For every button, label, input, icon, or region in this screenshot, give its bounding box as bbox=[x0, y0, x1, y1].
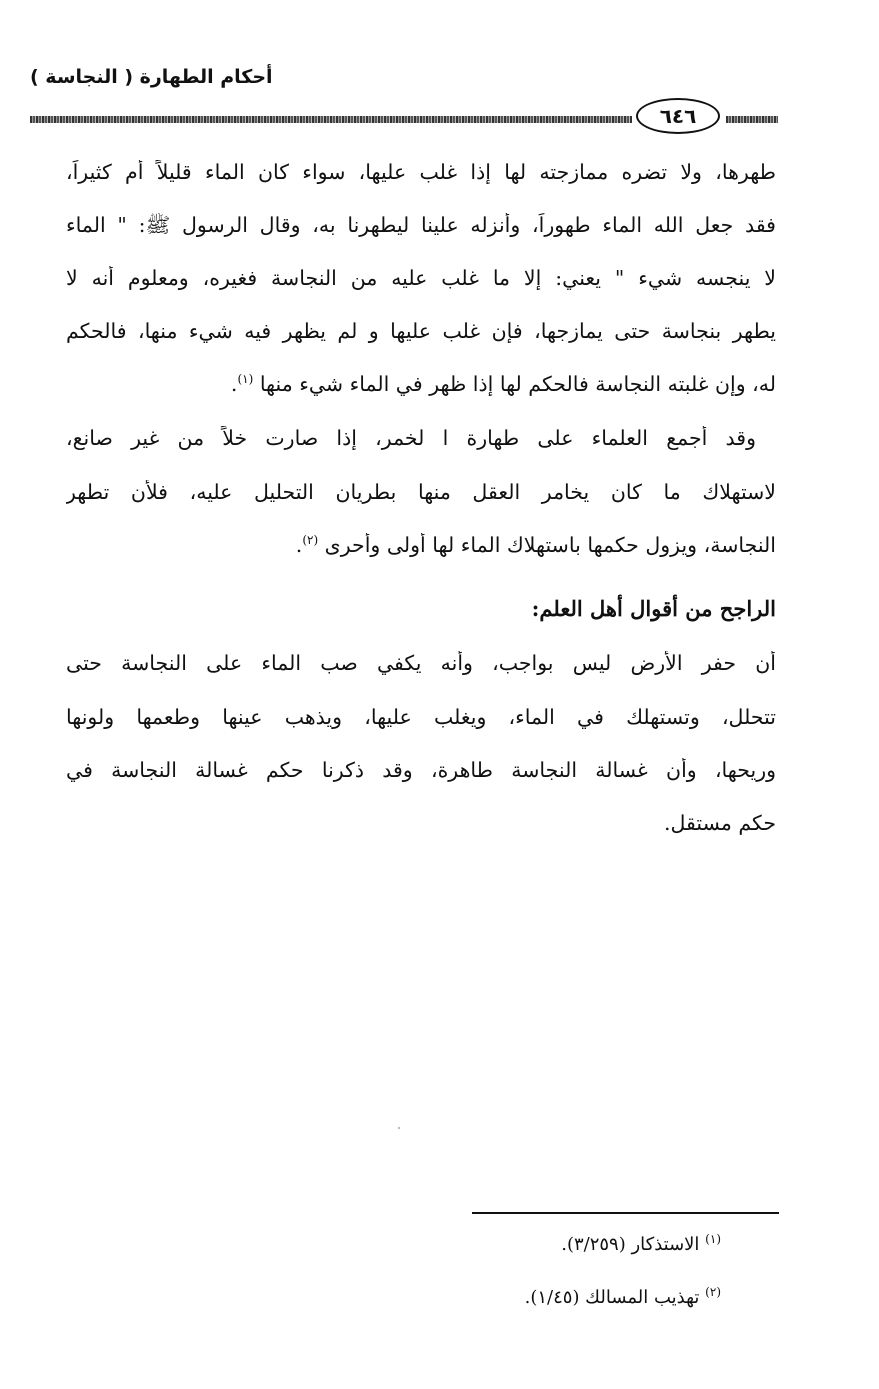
text-line: له، وإن غلبته النجاسة فالحكم لها إذا ظهر في الماء شيء منها $^{(١)}$. bbox=[230, 372, 776, 396]
footnote-text: تهذيب المسالك (١/٤٥). bbox=[524, 1287, 700, 1308]
text-line-content: النجاسة، ويزول حكمها باستهلاك الماء لها أولى وأحرى bbox=[324, 533, 776, 557]
text-line: يطهر بنجاسة حتى يمازجها، فإن غلب عليها و لم يظهر فيه شيء منها، فالحكم bbox=[66, 319, 776, 343]
footnote-1 bbox=[561, 1232, 721, 1255]
header-rule bbox=[30, 116, 632, 123]
text-line: وقد أجمع العلماء على طهارة ا لخمر، إذا صارت خلاً من غير صانع، bbox=[66, 426, 756, 450]
text-line: تتحلل، وتستهلك في الماء، ويغلب عليها، ويذهب عينها وطعمها ولونها bbox=[66, 705, 776, 729]
footnote-2 bbox=[525, 1285, 721, 1308]
section-heading: الراجح من أقوال أهل العلم: bbox=[531, 596, 776, 621]
footnote-ref: (١) bbox=[237, 372, 254, 387]
text-line: طهرها، ولا تضره ممازجته لها إذا غلب عليها، سواء كان الماء قليلاً أم كثيراً، bbox=[66, 160, 776, 184]
footnote-marker: (٢) bbox=[705, 1285, 721, 1299]
text-line-content: له، وإن غلبته النجاسة فالحكم لها إذا ظهر في الماء شيء منها bbox=[259, 372, 776, 396]
text-line: لاستهلاك ما كان يخامر العقل منها بطريان التحليل عليه، فلأن تطهر bbox=[66, 480, 776, 504]
footnote-ref: (٢) bbox=[302, 533, 319, 548]
text-line: فقد جعل الله الماء طهوراً، وأنزله علينا ليطهرنا به، وقال الرسول ﷺ: " الماء bbox=[66, 213, 776, 237]
footnote-separator bbox=[472, 1212, 779, 1214]
header-rule-end bbox=[726, 116, 778, 123]
text-line: حكم مستقل. bbox=[663, 811, 776, 835]
text-line: لا ينجسه شيء " يعني: إلا ما غلب عليه من النجاسة فغيره، ومعلوم أنه لا bbox=[66, 266, 776, 290]
text-line: أن حفر الأرض ليس بواجب، وأنه يكفي صب الماء على النجاسة حتى bbox=[66, 651, 776, 675]
footnote-text: الاستذكار (٣/٢٥٩). bbox=[561, 1234, 700, 1255]
running-title: أحكام الطهارة ( النجاسة ) bbox=[30, 66, 273, 88]
text-line: وريحها، وأن غسالة النجاسة طاهرة، وقد ذكرنا حكم غسالة النجاسة في bbox=[66, 758, 776, 782]
text-line: النجاسة، ويزول حكمها باستهلاك الماء لها أولى وأحرى $^{(٢)}$. bbox=[295, 533, 776, 557]
scan-speck bbox=[398, 1127, 400, 1129]
page-number: ٦٤٦ bbox=[636, 98, 720, 134]
footnote-marker: (١) bbox=[705, 1232, 721, 1246]
